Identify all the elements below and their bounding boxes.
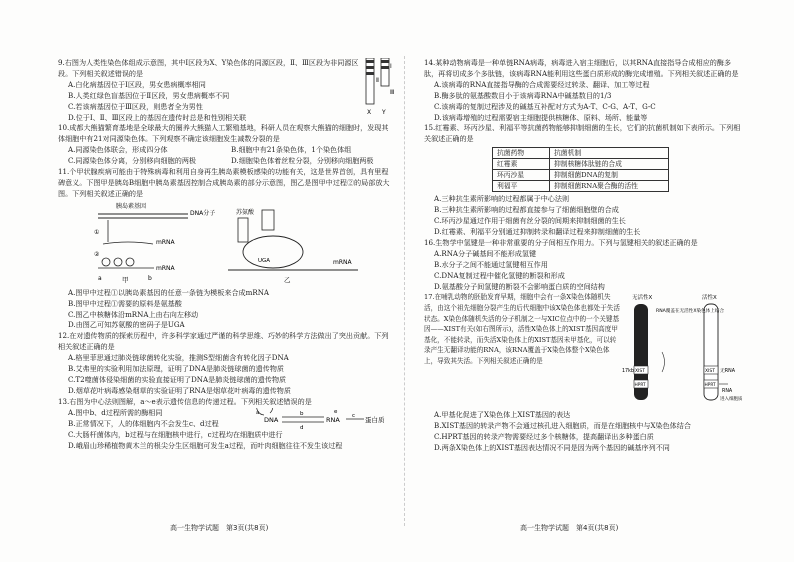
region-1-label: Ⅰ [390, 63, 392, 70]
no-rna-label: 无RNA [720, 369, 735, 375]
table-row [493, 159, 669, 170]
x-label: X [367, 109, 372, 116]
question-15-option-a: A.三种抗生素所影响的过程都属于中心法则 [434, 194, 570, 204]
dna-label: DNA分子 [190, 209, 216, 217]
b-label: b [148, 274, 152, 282]
question-11-stem: 11.个甲状腺疾病可能由于特殊病毒和利用自身再生胰岛素模板感染的功能有关，这是世界首创，具有里程碑意义。下图甲是胰岛B细胞中胰岛素基因控制合成胰岛素的部分示意图，图乙是图甲中过程②的局部放大图。下列相关叙述正确的是 [58, 167, 390, 198]
label-b: b [300, 410, 304, 417]
column-divider [404, 56, 405, 526]
question-14-option-d: D.该病毒增殖的过程需要宿主细胞提供核糖体、原料、场所、能量等 [434, 112, 648, 122]
active-x-label: 活性X [702, 295, 717, 302]
left-column [58, 58, 394, 451]
right-column [424, 58, 742, 454]
question-15-stem: 15.红霉素、环丙沙星、利福平等抗菌药物能够抑制细菌的生长，它们的抗菌机制如下表所示。下列相关叙述正确的是 [424, 123, 741, 144]
ribosome-2 [114, 258, 122, 266]
question-15-option-c: C.环丙沙星通过作用于细菌有丝分裂的间期来抑制细菌的生长 [434, 216, 626, 226]
question-13-option-c: C.大肠杆菌体内，b过程与在细胞核中进行，c过程均在细胞质中进行 [68, 429, 283, 439]
question-14-option-c: C.该病毒的复制过程涉及的碱基互补配对方式为A-T、C-G、A-T、G-C [434, 101, 656, 111]
question-12-option-c: C.T2噬菌体侵染细菌的实验直接证明了DNA是肺炎链球菌的遗传物质 [68, 374, 287, 384]
table-header-cell: 抗菌机制 [550, 148, 669, 159]
enter-cytoplasm-label: 进入细胞质 [720, 397, 742, 403]
page-footer-left: 高一生物学试题 第3页(共8页) [170, 524, 269, 532]
threonine-label: 苏氨酸 [236, 208, 255, 216]
question-12-option-a: A.格里菲思通过肺炎链球菌转化实验，推测S型细菌含有转化因子DNA [68, 353, 289, 363]
mrna-label-2: mRNA [156, 264, 175, 272]
question-14-option-b: B.酶多肽的氨基酸数目小于该病毒RNA中碱基数目的1/3 [434, 90, 612, 100]
label-d: d [300, 424, 304, 430]
question-9-option-c: C.若该病基因位于Ⅲ区段，则患者全为男性 [68, 101, 203, 111]
table-cell: 红霉素 [493, 159, 550, 170]
y-label: Y [382, 109, 386, 116]
mrna-label-3: mRNA [333, 258, 352, 266]
mrna-label-1: mRNA [156, 238, 175, 246]
ribosome-3 [126, 258, 134, 266]
question-12 [58, 331, 394, 396]
question-16-option-c: C.DNA复制过程中催化氢键的断裂和形成 [434, 270, 565, 280]
figure-yi-label: 乙 [284, 275, 291, 284]
question-15-option-d: D.红霉素、利福平分别通过抑制转录和翻译过程来抑制细菌的生长 [434, 226, 641, 236]
question-11-option-d: D.由图乙可知苏氨酸的密码子是UGA [68, 320, 185, 330]
table-cell: 抑制细菌RNA聚合酶的活性 [550, 181, 669, 192]
table-cell: 利福平 [493, 181, 550, 192]
question-15 [424, 123, 742, 237]
question-16-option-b: B.水分子之间不能通过氢键相互作用 [434, 259, 548, 269]
process-1-label: ① [94, 228, 100, 236]
question-9-stem: 9.右图为人类性染色体组成示意图，其中Ⅰ区段为X、Y染色体的同源区段，Ⅱ、Ⅲ区段为非同源区段。下列相关叙述错误的是 [58, 58, 359, 78]
table-cell: 抑制细菌DNA的复制 [550, 170, 669, 181]
question-10-option-d: D.细胞染色体着丝粒分裂，分别移向细胞两极 [231, 156, 374, 166]
question-10 [58, 123, 394, 167]
question-10-stem: 10.成都大熊猫繁育基地是全球最大的圈养大熊猫人工繁殖基地，科研人员在观察大熊猫的细胞时，发现其体细胞中有21对同源染色体。下列观察不确定该细胞发生减数分裂的是 [58, 123, 389, 144]
question-16-stem: 16.生物学中氢键是一种非常重要的分子间相互作用力。下列与氢键相关的叙述正确的是 [424, 237, 698, 247]
question-13-option-b: B.正常情况下，人的体细胞内不会发生c、d过程 [68, 418, 219, 428]
question-16-option-a: A.RNA分子碱基间不能形成氢键 [434, 248, 537, 258]
sex-chromosome-figure [362, 58, 394, 120]
question-9-option-b: B.人类红绿色盲基因位于Ⅱ区段，男女患病概率不同 [68, 90, 230, 100]
question-10-option-b: B.细胞中有21条染色体，1个染色体组 [231, 145, 352, 155]
question-16 [424, 238, 742, 293]
question-17-option-b: B.XIST基因的转录产物不会通过核孔进入细胞质，而是在细胞核中与X染色体结合 [434, 421, 691, 431]
x-inactivation-figure [622, 292, 742, 410]
question-15-option-b: B.三种抗生素所影响的过程都直接参与了细菌细胞壁的合成 [434, 205, 619, 215]
kb-label: 17kb [622, 369, 634, 375]
table-header-cell: 抗菌药物 [493, 148, 550, 159]
xist-label-1: XIST [635, 369, 646, 375]
codon-label: UGA [258, 257, 271, 264]
label-e: e [334, 408, 338, 415]
question-12-stem: 12.在对遗传物质的探索历程中，许多科学家通过严谨的科学思维、巧妙的科学方法做出了突出贡献。下列相关叙述正确的是 [58, 331, 389, 352]
region-3-label: Ⅲ [390, 89, 394, 96]
ribosome-1 [102, 258, 110, 266]
x-chromosome [366, 58, 374, 104]
table-row [493, 170, 669, 181]
question-13-option-d: D.峨眉山珍稀植物黄木兰的根尖分生区细胞可发生a过程，而叶肉细胞往往不发生该过程 [68, 440, 343, 450]
hprt-label-2: HPRT [704, 383, 716, 389]
question-12-option-d: D.烟草花叶病毒感染烟草的实验证明了RNA是烟草花叶病毒的遗传物质 [68, 385, 291, 395]
gene-label: 胰岛素基因 [116, 202, 147, 210]
question-12-option-b: B.艾弗里的实验利用加法原理，证明了DNA是肺炎链球菌的遗传物质 [68, 364, 285, 374]
label-a: a [256, 409, 260, 416]
table-cell: 环丙沙星 [493, 170, 550, 181]
question-14 [424, 58, 742, 123]
question-9-option-d: D.位于Ⅰ、Ⅱ、Ⅲ区段上的基因在遗传时总是和性别相关联 [68, 112, 247, 122]
question-11 [58, 167, 394, 331]
process-2-label: ② [94, 250, 100, 258]
ribosome-large [243, 236, 303, 268]
hprt-label-1: HPRT [634, 383, 646, 389]
question-17 [424, 292, 742, 454]
question-17-stem: 17.在哺乳动物的胚胎发育早期，细胞中会有一条X染色体随机失活，由这个祖先细胞分裂产生的后代细胞中该X染色体也都处于失活状态。X染色体随机失活的分子机制之一与XIC位点中的一个关键基因——XIST有关(如右图所示)，活性X染色体上的XIST基因高度甲基化，不能转录，而失活X染色体上的XIST基因未甲基化，可以转录产生无翻译功能的RNA，该RNA覆盖于X染色体整个X染色体上，导致其失活。下列相关叙述正确的是 [424, 293, 620, 365]
question-9-option-a: A.白化病基因位于Ⅰ区段，男女患病概率相同 [68, 79, 206, 89]
translation-figure [58, 200, 394, 284]
inactive-x-label: 无活性X [632, 295, 653, 302]
question-13-stem: 13.右图为中心法则图解，a～e表示遗传信息的传递过程。下列相关叙述错误的是 [58, 396, 312, 406]
figure-jia-label: 甲 [122, 275, 129, 284]
question-11-option-a: A.图甲中过程①以胰岛素基因的任意一条链为模板来合成mRNA [68, 287, 270, 297]
dogma-rna: RNA [326, 415, 340, 424]
xist-label-2: XIST [705, 369, 716, 375]
question-13 [58, 397, 394, 452]
question-11-option-c: C.图乙中核糖体沿mRNA上由右向左移动 [68, 309, 199, 319]
question-17-option-a: A.甲基化促进了X染色体上XIST基因的表达 [434, 410, 571, 420]
question-17-option-c: C.HPRT基因的转录产物需要经过多个核糖体，提高翻译出多种蛋白质 [434, 432, 654, 442]
question-9 [58, 58, 394, 123]
region-2-label: Ⅱ [376, 77, 379, 84]
question-16-option-d: D.氨基酸分子间氢键的断裂不会影响蛋白质的空间结构 [434, 281, 605, 291]
question-14-option-a: A.该病毒的RNA直接指导酶的合成需要经过转录、翻译、加工等过程 [434, 79, 650, 89]
question-14-stem: 14.某种动物病毒是一种单链RNA病毒，病毒进入宿主细胞后，以其RNA直接指导合成相应的酶多肽，再将切成多个多肽链，该病毒RNA能利用这些蛋白质形成的酶完成增殖。下列相关叙述正确的是 [424, 58, 739, 78]
dogma-dna: DNA [264, 415, 279, 424]
rna-label: RNA [722, 389, 733, 395]
question-11-option-b: B.图甲中过程①需要的原料是氨基酸 [68, 298, 182, 308]
table-cell: 抑制核糖体肽链的合成 [550, 159, 669, 170]
question-10-option-a: A.同源染色体联会，形成四分体 [68, 145, 168, 155]
rna-cover-label: RNA覆盖在无活性X染色体上结合 [656, 309, 725, 315]
page-footer-right: 高一生物学试题 第4页(共8页) [520, 524, 619, 532]
central-dogma-figure [254, 408, 394, 430]
table-header-row [493, 148, 669, 159]
a-label: a [98, 274, 102, 282]
question-10-option-c: C.同源染色体分离，分别移向细胞的两极 [68, 156, 197, 166]
label-c: c [352, 412, 356, 419]
table-row [493, 181, 669, 192]
question-17-option-d: D.两条X染色体上的XIST基因表达情况不同是因为两个基因的碱基序列不同 [434, 443, 670, 453]
antibiotic-table [492, 147, 669, 192]
dogma-protein: 蛋白质 [365, 415, 385, 424]
question-13-option-a: A.图中b、d过程所需的酶相同 [68, 407, 163, 417]
